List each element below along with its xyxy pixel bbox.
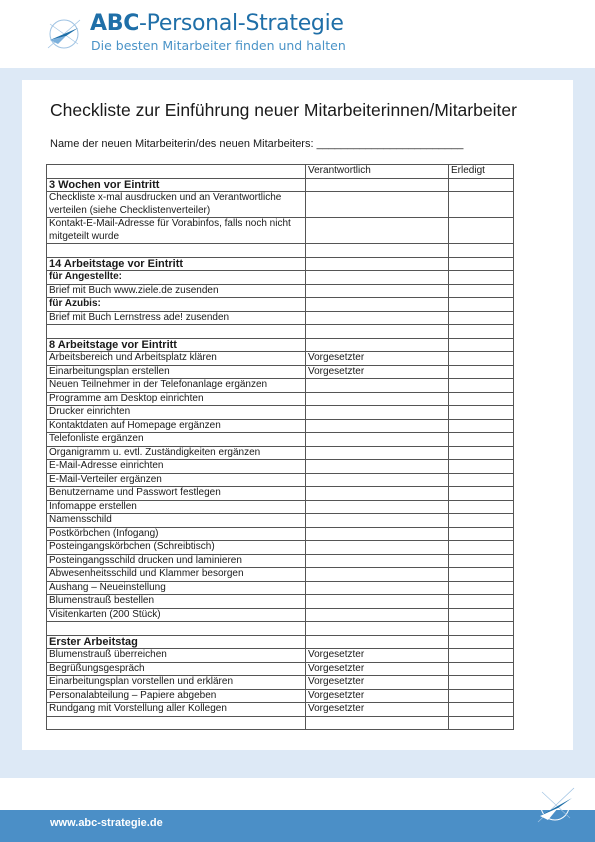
table-row (47, 568, 514, 582)
owner-cell: Vorgesetzter (306, 662, 449, 676)
table-header-row (47, 165, 514, 179)
task-cell: für Angestellte: (47, 271, 306, 285)
done-cell (449, 568, 514, 582)
task-cell: Abwesenheitsschild und Klammer besorgen (47, 568, 306, 582)
table-row (47, 689, 514, 703)
owner-cell (306, 178, 449, 192)
task-cell: Infomappe erstellen (47, 500, 306, 514)
done-cell (449, 541, 514, 555)
task-cell: Organigramm u. evtl. Zuständigkeiten ergänzen (47, 446, 306, 460)
task-cell: Personalabteilung – Papiere abgeben (47, 689, 306, 703)
done-cell (449, 635, 514, 649)
subsection-row (47, 298, 514, 312)
document-title: Checkliste zur Einführung neuer Mitarbeiterinnen/Mitarbeiter (50, 100, 517, 120)
done-cell (449, 581, 514, 595)
owner-cell (306, 514, 449, 528)
done-cell (449, 298, 514, 312)
owner-cell (306, 487, 449, 501)
table-row (47, 716, 514, 730)
task-cell: E-Mail-Adresse einrichten (47, 460, 306, 474)
owner-cell: Vorgesetzter (306, 649, 449, 663)
owner-cell (306, 298, 449, 312)
done-cell (449, 311, 514, 325)
task-cell: Rundgang mit Vorstellung aller Kollegen (47, 703, 306, 717)
owner-cell (306, 622, 449, 636)
task-cell: Checkliste x-mal ausdrucken und an Verantwortliche verteilen (siehe Checklistenverteiler) (47, 192, 306, 218)
table-row (47, 662, 514, 676)
task-cell: Kontakt-E-Mail-Adresse für Vorabinfos, falls noch nicht mitgeteilt wurde (47, 218, 306, 244)
checklist-table (46, 164, 514, 730)
table-row (47, 352, 514, 366)
table-row (47, 622, 514, 636)
task-cell: Begrüßungsgespräch (47, 662, 306, 676)
task-cell: Drucker einrichten (47, 406, 306, 420)
done-cell (449, 178, 514, 192)
owner-cell (306, 284, 449, 298)
owner-cell: Vorgesetzter (306, 352, 449, 366)
owner-cell (306, 392, 449, 406)
owner-cell: Vorgesetzter (306, 689, 449, 703)
table-row (47, 581, 514, 595)
table-row (47, 514, 514, 528)
done-cell (449, 649, 514, 663)
task-cell: 14 Arbeitstage vor Eintritt (47, 257, 306, 271)
task-cell: Postkörbchen (Infogang) (47, 527, 306, 541)
done-cell (449, 325, 514, 339)
done-cell (449, 703, 514, 717)
task-cell: E-Mail-Verteiler ergänzen (47, 473, 306, 487)
section-row (47, 178, 514, 192)
done-cell (449, 689, 514, 703)
owner-cell: Vorgesetzter (306, 676, 449, 690)
done-cell (449, 460, 514, 474)
task-cell: Brief mit Buch Lernstress ade! zusenden (47, 311, 306, 325)
done-cell (449, 446, 514, 460)
table-row (47, 192, 514, 218)
task-cell: 3 Wochen vor Eintritt (47, 178, 306, 192)
task-cell: Telefonliste ergänzen (47, 433, 306, 447)
done-cell (449, 554, 514, 568)
task-cell: Einarbeitungsplan vorstellen und erklären (47, 676, 306, 690)
owner-cell (306, 271, 449, 285)
owner-cell (306, 446, 449, 460)
table-row (47, 406, 514, 420)
task-cell: Benutzername und Passwort festlegen (47, 487, 306, 501)
owner-cell (306, 419, 449, 433)
owner-cell (306, 244, 449, 258)
table-row (47, 284, 514, 298)
table-row (47, 595, 514, 609)
done-cell (449, 622, 514, 636)
section-row (47, 635, 514, 649)
table-row (47, 649, 514, 663)
table-row (47, 500, 514, 514)
done-cell (449, 716, 514, 730)
task-cell: Aushang – Neueinstellung (47, 581, 306, 595)
compass-logo-icon (44, 14, 84, 54)
done-cell (449, 514, 514, 528)
footer-url: www.abc-strategie.de (50, 817, 163, 829)
table-row (47, 473, 514, 487)
table-row (47, 392, 514, 406)
owner-cell (306, 608, 449, 622)
done-cell (449, 419, 514, 433)
owner-cell (306, 500, 449, 514)
brand-tagline: Die besten Mitarbeiter finden und halten (91, 38, 346, 53)
name-line: Name der neuen Mitarbeiterin/des neuen Mitarbeiters: ________________________ (50, 138, 464, 150)
owner-cell (306, 257, 449, 271)
table-row (47, 325, 514, 339)
done-cell (449, 473, 514, 487)
subsection-row (47, 271, 514, 285)
table-row (47, 608, 514, 622)
task-cell: Posteingangskörbchen (Schreibtisch) (47, 541, 306, 555)
done-cell (449, 608, 514, 622)
done-cell (449, 676, 514, 690)
task-cell: Namensschild (47, 514, 306, 528)
column-header: Erledigt (449, 165, 514, 179)
section-row (47, 257, 514, 271)
footer-spacer (0, 778, 595, 810)
owner-cell (306, 568, 449, 582)
owner-cell: Vorgesetzter (306, 703, 449, 717)
task-cell: Neuen Teilnehmer in der Telefonanlage ergänzen (47, 379, 306, 393)
table-row (47, 527, 514, 541)
task-cell (47, 716, 306, 730)
done-cell (449, 257, 514, 271)
table-row (47, 460, 514, 474)
task-cell: Posteingangsschild drucken und laminieren (47, 554, 306, 568)
task-cell: Arbeitsbereich und Arbeitsplatz klären (47, 352, 306, 366)
done-cell (449, 338, 514, 352)
done-cell (449, 244, 514, 258)
task-cell: für Azubis: (47, 298, 306, 312)
done-cell (449, 218, 514, 244)
done-cell (449, 406, 514, 420)
task-cell (47, 622, 306, 636)
done-cell (449, 662, 514, 676)
owner-cell (306, 554, 449, 568)
table-row (47, 244, 514, 258)
owner-cell (306, 635, 449, 649)
done-cell (449, 595, 514, 609)
done-cell (449, 433, 514, 447)
table-row (47, 541, 514, 555)
done-cell (449, 527, 514, 541)
owner-cell (306, 460, 449, 474)
owner-cell (306, 379, 449, 393)
task-cell: Erster Arbeitstag (47, 635, 306, 649)
done-cell (449, 487, 514, 501)
owner-cell (306, 311, 449, 325)
done-cell (449, 392, 514, 406)
owner-cell (306, 325, 449, 339)
brand-title: ABC-Personal-Strategie (90, 11, 344, 36)
owner-cell (306, 595, 449, 609)
task-cell: Einarbeitungsplan erstellen (47, 365, 306, 379)
task-cell (47, 244, 306, 258)
owner-cell (306, 716, 449, 730)
column-header: Verantwortlich (306, 165, 449, 179)
task-cell: Blumenstrauß überreichen (47, 649, 306, 663)
done-cell (449, 365, 514, 379)
done-cell (449, 284, 514, 298)
done-cell (449, 379, 514, 393)
owner-cell (306, 473, 449, 487)
done-cell (449, 500, 514, 514)
section-row (47, 338, 514, 352)
table-row (47, 218, 514, 244)
owner-cell (306, 581, 449, 595)
owner-cell (306, 527, 449, 541)
owner-cell (306, 406, 449, 420)
task-cell: Programme am Desktop einrichten (47, 392, 306, 406)
owner-cell (306, 218, 449, 244)
page-header (0, 0, 595, 68)
table-row (47, 676, 514, 690)
table-row (47, 487, 514, 501)
task-cell: Visitenkarten (200 Stück) (47, 608, 306, 622)
table-row (47, 419, 514, 433)
task-cell (47, 325, 306, 339)
table-row (47, 311, 514, 325)
owner-cell (306, 433, 449, 447)
owner-cell (306, 338, 449, 352)
owner-cell (306, 541, 449, 555)
owner-cell (306, 192, 449, 218)
table-row (47, 703, 514, 717)
task-cell: Kontaktdaten auf Homepage ergänzen (47, 419, 306, 433)
compass-footer-icon (530, 778, 580, 828)
table-row (47, 554, 514, 568)
column-header (47, 165, 306, 179)
done-cell (449, 352, 514, 366)
done-cell (449, 192, 514, 218)
task-cell: Brief mit Buch www.ziele.de zusenden (47, 284, 306, 298)
table-row (47, 365, 514, 379)
table-row (47, 446, 514, 460)
table-row (47, 433, 514, 447)
table-row (47, 379, 514, 393)
task-cell: 8 Arbeitstage vor Eintritt (47, 338, 306, 352)
owner-cell: Vorgesetzter (306, 365, 449, 379)
task-cell: Blumenstrauß bestellen (47, 595, 306, 609)
done-cell (449, 271, 514, 285)
